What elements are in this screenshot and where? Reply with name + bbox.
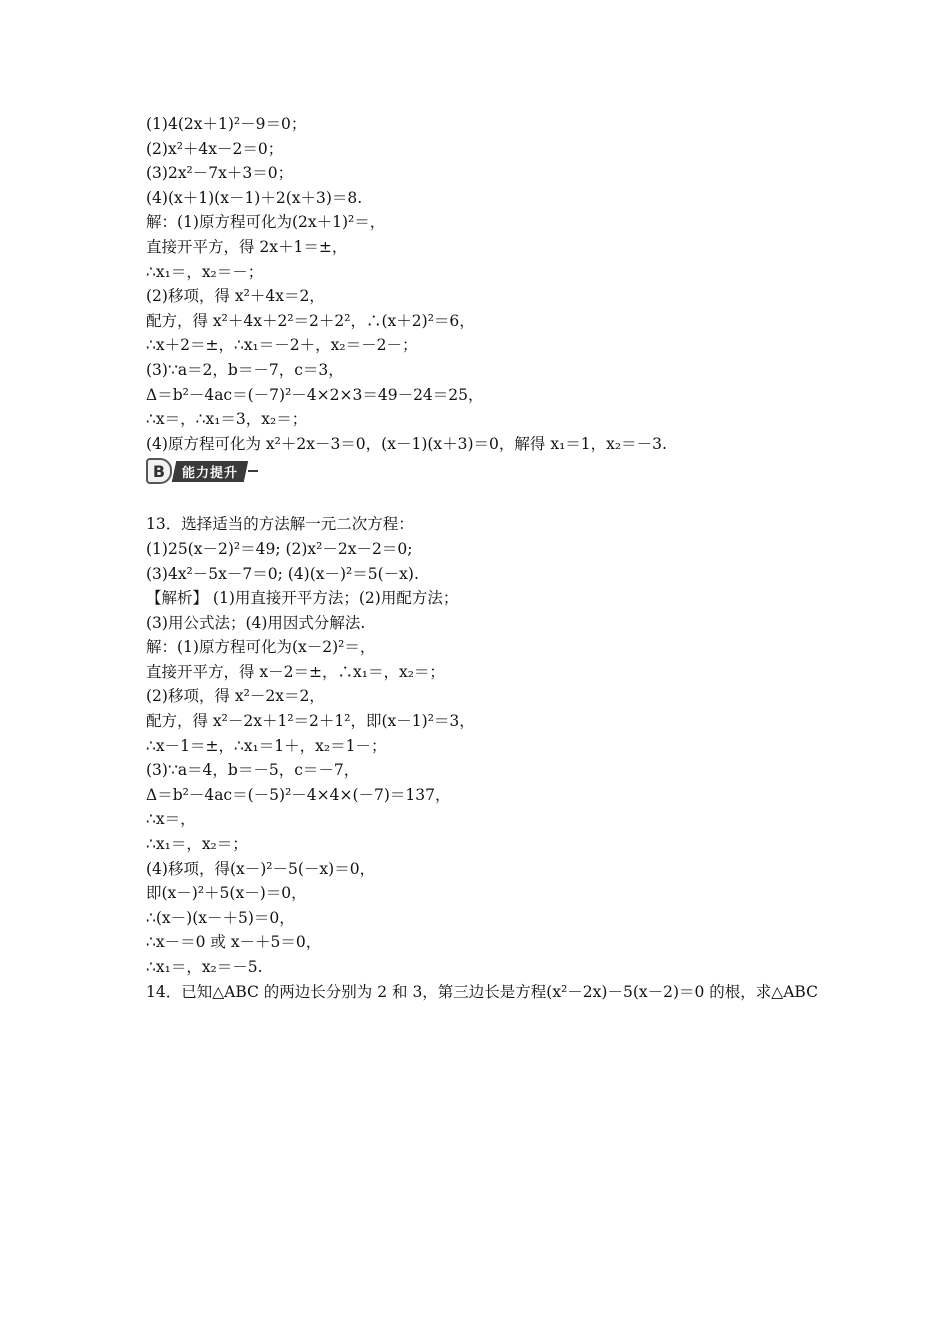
badge-label: 能力提升 — [182, 465, 239, 481]
solution-line: ∴x－1＝±，∴x₁＝1＋，x₂＝1－； — [146, 736, 387, 755]
solution-line: ∴(x－)(x－＋5)＝0， — [146, 908, 295, 927]
problem-line: (4)(x＋1)(x－1)＋2(x＋3)＝8. — [146, 188, 363, 207]
solution-line: ∴x₁＝，x₂＝； — [146, 835, 248, 854]
problem-line: (2)x²＋4x－2＝0； — [146, 139, 284, 158]
badge-underline — [248, 470, 258, 472]
solution-line: 直接开平方，得 2x＋1＝±， — [146, 237, 348, 256]
exercise-13-block — [146, 512, 826, 1004]
problem-line: (1)4(2x＋1)²－9＝0； — [146, 115, 307, 133]
solution-line: Δ＝b²－4ac＝(－7)²－4×2×3＝49－24＝25， — [146, 385, 484, 404]
solution-line: 即(x－)²＋5(x－)＝0， — [146, 884, 307, 903]
solution-line: (2)移项，得 x²＋4x＝2， — [146, 287, 325, 306]
solution-line: 解：(1)原方程可化为(x－2)²＝， — [146, 638, 376, 657]
problem-line: (1)25(x－2)²＝49; (2)x²－2x－2＝0; — [146, 539, 413, 558]
badge-b-icon: B — [146, 458, 172, 484]
solution-line: ∴x－＝0 或 x－＋5＝0， — [146, 933, 322, 952]
analysis-line: (3)用公式法；(4)用因式分解法. — [146, 613, 366, 632]
solution-line: 配方，得 x²－2x＋1²＝2＋1²，即(x－1)²＝3， — [146, 712, 475, 731]
solution-line: 配方，得 x²＋4x＋2²＝2＋2²，∴(x＋2)²＝6， — [146, 311, 475, 330]
exercise-12-block — [146, 112, 826, 456]
problem-line: 13．选择适当的方法解一元二次方程： — [146, 515, 414, 534]
problem-line: (3)4x²－5x－7＝0; (4)(x－)²＝5(－x). — [146, 564, 419, 583]
solution-line: ∴x＋2＝±，∴x₁＝－2＋，x₂＝－2－； — [146, 336, 418, 355]
solution-line: ∴x₁＝，x₂＝－5. — [146, 958, 263, 976]
solution-line: ∴x＝，∴x₁＝3，x₂＝； — [146, 410, 308, 429]
section-badge — [146, 456, 826, 486]
solution-line: 直接开平方，得 x－2＝±，∴x₁＝，x₂＝； — [146, 662, 445, 681]
badge-label-box — [172, 461, 248, 482]
solution-line: (3)∵a＝2，b＝－7，c＝3， — [146, 360, 344, 379]
problem-line: (3)2x²－7x＋3＝0； — [146, 164, 294, 183]
solution-line: Δ＝b²－4ac＝(－5)²－4×4×(－7)＝137， — [146, 785, 451, 804]
solution-line: (4)原方程可化为 x²＋2x－3＝0，(x－1)(x＋3)＝0，解得 x₁＝1，x₂＝－3. — [146, 434, 667, 453]
analysis-line: 【解析】 (1)用直接开平方法；(2)用配方法； — [146, 589, 459, 608]
solution-line: (2)移项，得 x²－2x＝2， — [146, 687, 325, 706]
solution-line: (4)移项，得(x－)²－5(－x)＝0， — [146, 859, 376, 878]
solution-line: ∴x＝， — [146, 810, 196, 829]
solution-line: 解：(1)原方程可化为(2x＋1)²＝， — [146, 213, 386, 232]
solution-line: ∴x₁＝，x₂＝－； — [146, 262, 264, 281]
document-content — [146, 112, 826, 1004]
problem-14-text: 14．已知△ABC 的两边长分别为 2 和 3，第三边长是方程(x²－2x)－5(x－2)＝0 的根，求△ABC — [146, 982, 818, 1001]
solution-line: (3)∵a＝4，b＝－5，c＝－7， — [146, 761, 360, 780]
